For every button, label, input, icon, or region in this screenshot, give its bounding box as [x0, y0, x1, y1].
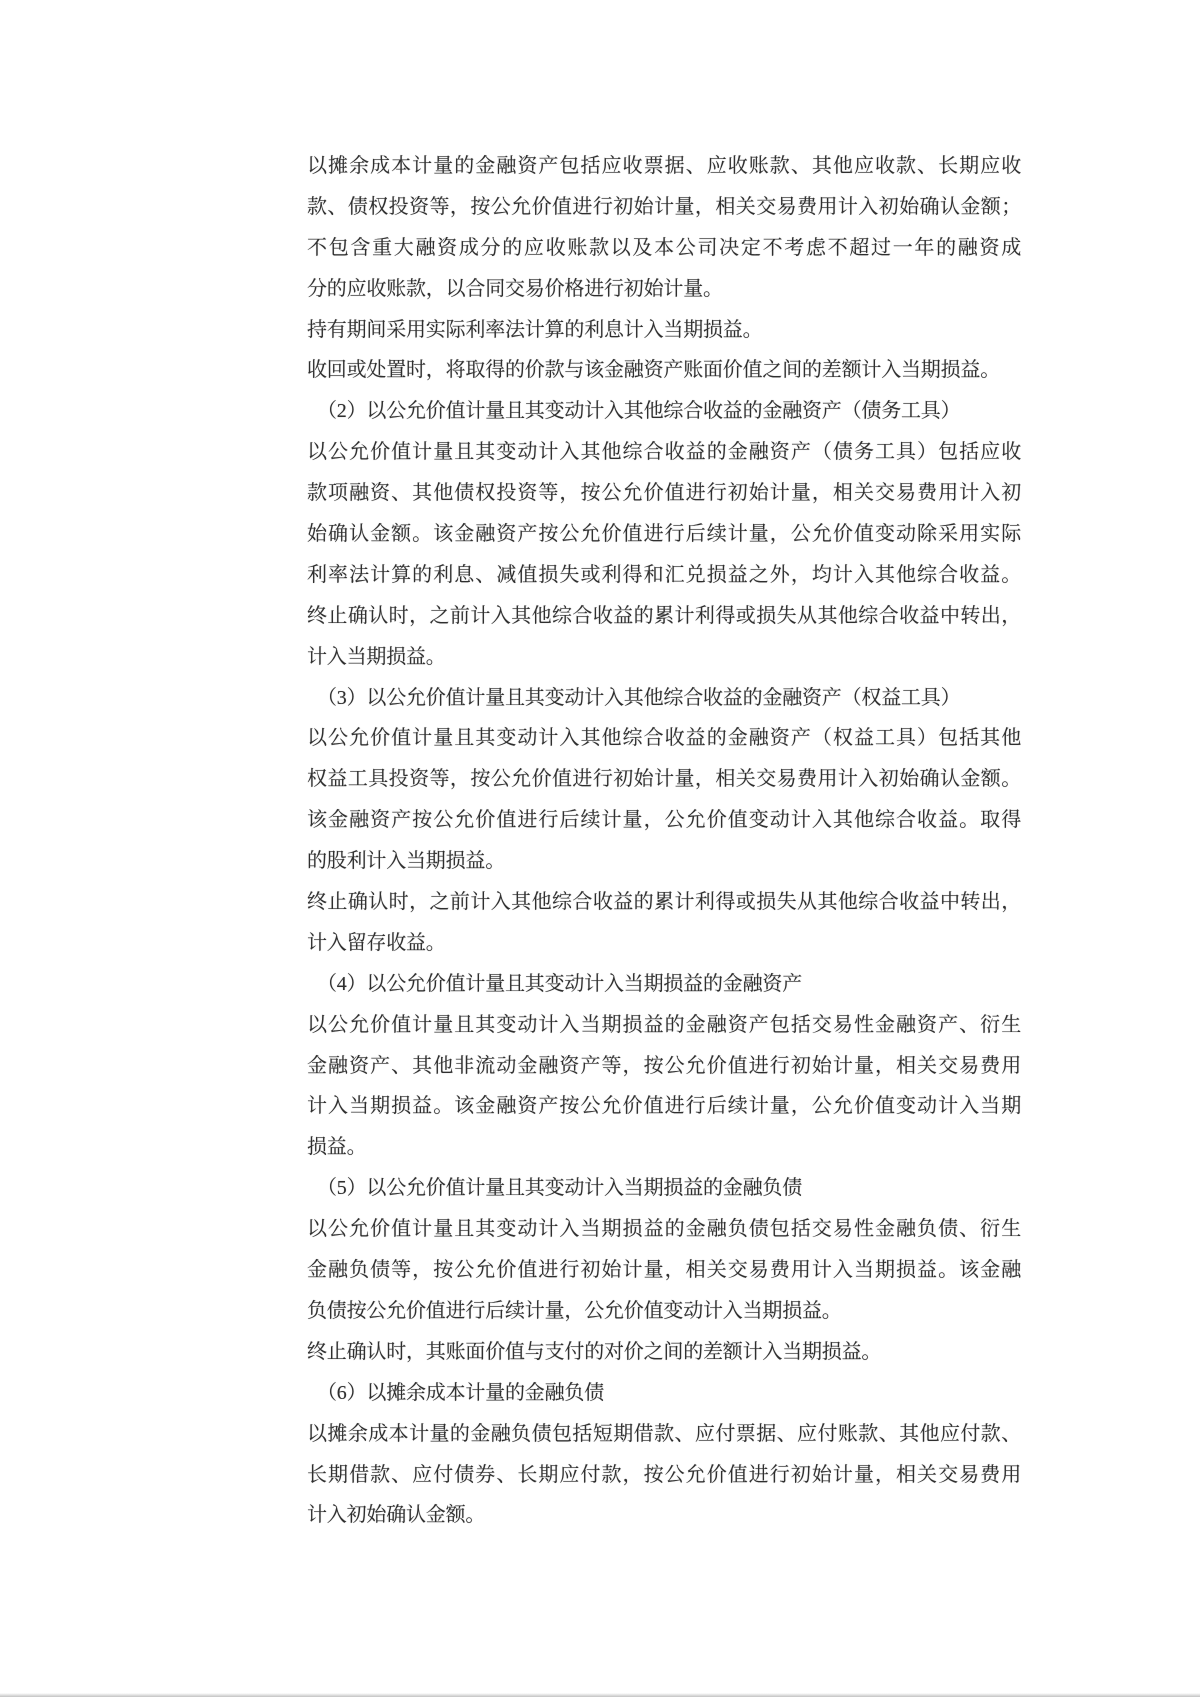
- paragraph-line: 以公允价值计量且其变动计入其他综合收益的金融资产（权益工具）包括其他: [307, 727, 1021, 750]
- paragraph-line: 终止确认时，其账面价值与支付的对价之间的差额计入当期损益。: [307, 1340, 882, 1363]
- section-heading-line: （2）以公允价值计量且其变动计入其他综合收益的金融资产（债务工具）: [317, 400, 961, 423]
- document-lines: [307, 146, 1021, 1536]
- paragraph-line: 计入留存收益。: [307, 931, 446, 954]
- paragraph-line: 计入当期损益。: [307, 645, 446, 668]
- section-heading-line: （4）以公允价值计量且其变动计入当期损益的金融资产: [317, 972, 802, 995]
- section-heading-line: （3）以公允价值计量且其变动计入其他综合收益的金融资产（权益工具）: [317, 686, 961, 709]
- paragraph-line: 收回或处置时，将取得的价款与该金融资产账面价值之间的差额计入当期损益。: [307, 359, 1000, 382]
- paragraph-line: 以公允价值计量且其变动计入当期损益的金融负债包括交易性金融负债、衍生: [307, 1218, 1021, 1241]
- paragraph-line: 分的应收账款，以合同交易价格进行初始计量。: [307, 277, 723, 300]
- paragraph-line: 金融资产、其他非流动金融资产等，按公允价值进行初始计量，相关交易费用: [307, 1054, 1021, 1077]
- paragraph-line: 利率法计算的利息、减值损失或利得和汇兑损益之外，均计入其他综合收益。: [307, 563, 1021, 586]
- section-heading-line: （5）以公允价值计量且其变动计入当期损益的金融负债: [317, 1177, 802, 1200]
- paragraph-line: 权益工具投资等，按公允价值进行初始计量，相关交易费用计入初始确认金额。: [307, 768, 1021, 791]
- paragraph-line: 长期借款、应付债券、长期应付款，按公允价值进行初始计量，相关交易费用: [307, 1463, 1021, 1486]
- paragraph-line: 不包含重大融资成分的应收账款以及本公司决定不考虑不超过一年的融资成: [307, 236, 1021, 259]
- paragraph-line: 以摊余成本计量的金融负债包括短期借款、应付票据、应付账款、其他应付款、: [307, 1422, 1021, 1445]
- paragraph-line: 终止确认时，之前计入其他综合收益的累计利得或损失从其他综合收益中转出，: [307, 891, 1021, 914]
- paragraph-line: 以公允价值计量且其变动计入其他综合收益的金融资产（债务工具）包括应收: [307, 441, 1021, 464]
- section-heading-line: （6）以摊余成本计量的金融负债: [317, 1381, 604, 1404]
- paragraph-line: 金融负债等，按公允价值进行初始计量，相关交易费用计入当期损益。该金融: [307, 1259, 1021, 1282]
- paragraph-line: 始确认金额。该金融资产按公允价值进行后续计量，公允价值变动除采用实际: [307, 523, 1021, 546]
- paragraph-line: 该金融资产按公允价值进行后续计量，公允价值变动计入其他综合收益。取得: [307, 809, 1021, 832]
- paragraph-line: 以摊余成本计量的金融资产包括应收票据、应收账款、其他应收款、长期应收: [307, 155, 1021, 177]
- paragraph-line: 终止确认时，之前计入其他综合收益的累计利得或损失从其他综合收益中转出，: [307, 604, 1021, 627]
- paragraph-line: 损益。: [307, 1136, 367, 1159]
- paragraph-line: 款项融资、其他债权投资等，按公允价值进行初始计量，相关交易费用计入初: [307, 482, 1021, 505]
- scan-bottom-edge: [0, 1693, 1200, 1697]
- paragraph-line: 以公允价值计量且其变动计入当期损益的金融资产包括交易性金融资产、衍生: [307, 1013, 1021, 1036]
- paragraph-line: 负债按公允价值进行后续计量，公允价值变动计入当期损益。: [307, 1299, 842, 1322]
- paragraph-line: 的股利计入当期损益。: [307, 850, 505, 873]
- paragraph-line: 持有期间采用实际利率法计算的利息计入当期损益。: [307, 318, 763, 341]
- paragraph-line: 计入当期损益。该金融资产按公允价值进行后续计量，公允价值变动计入当期: [307, 1095, 1021, 1118]
- paragraph-line: 款、债权投资等，按公允价值进行初始计量，相关交易费用计入初始确认金额；: [307, 195, 1021, 218]
- paragraph-line: 计入初始确认金额。: [307, 1504, 486, 1527]
